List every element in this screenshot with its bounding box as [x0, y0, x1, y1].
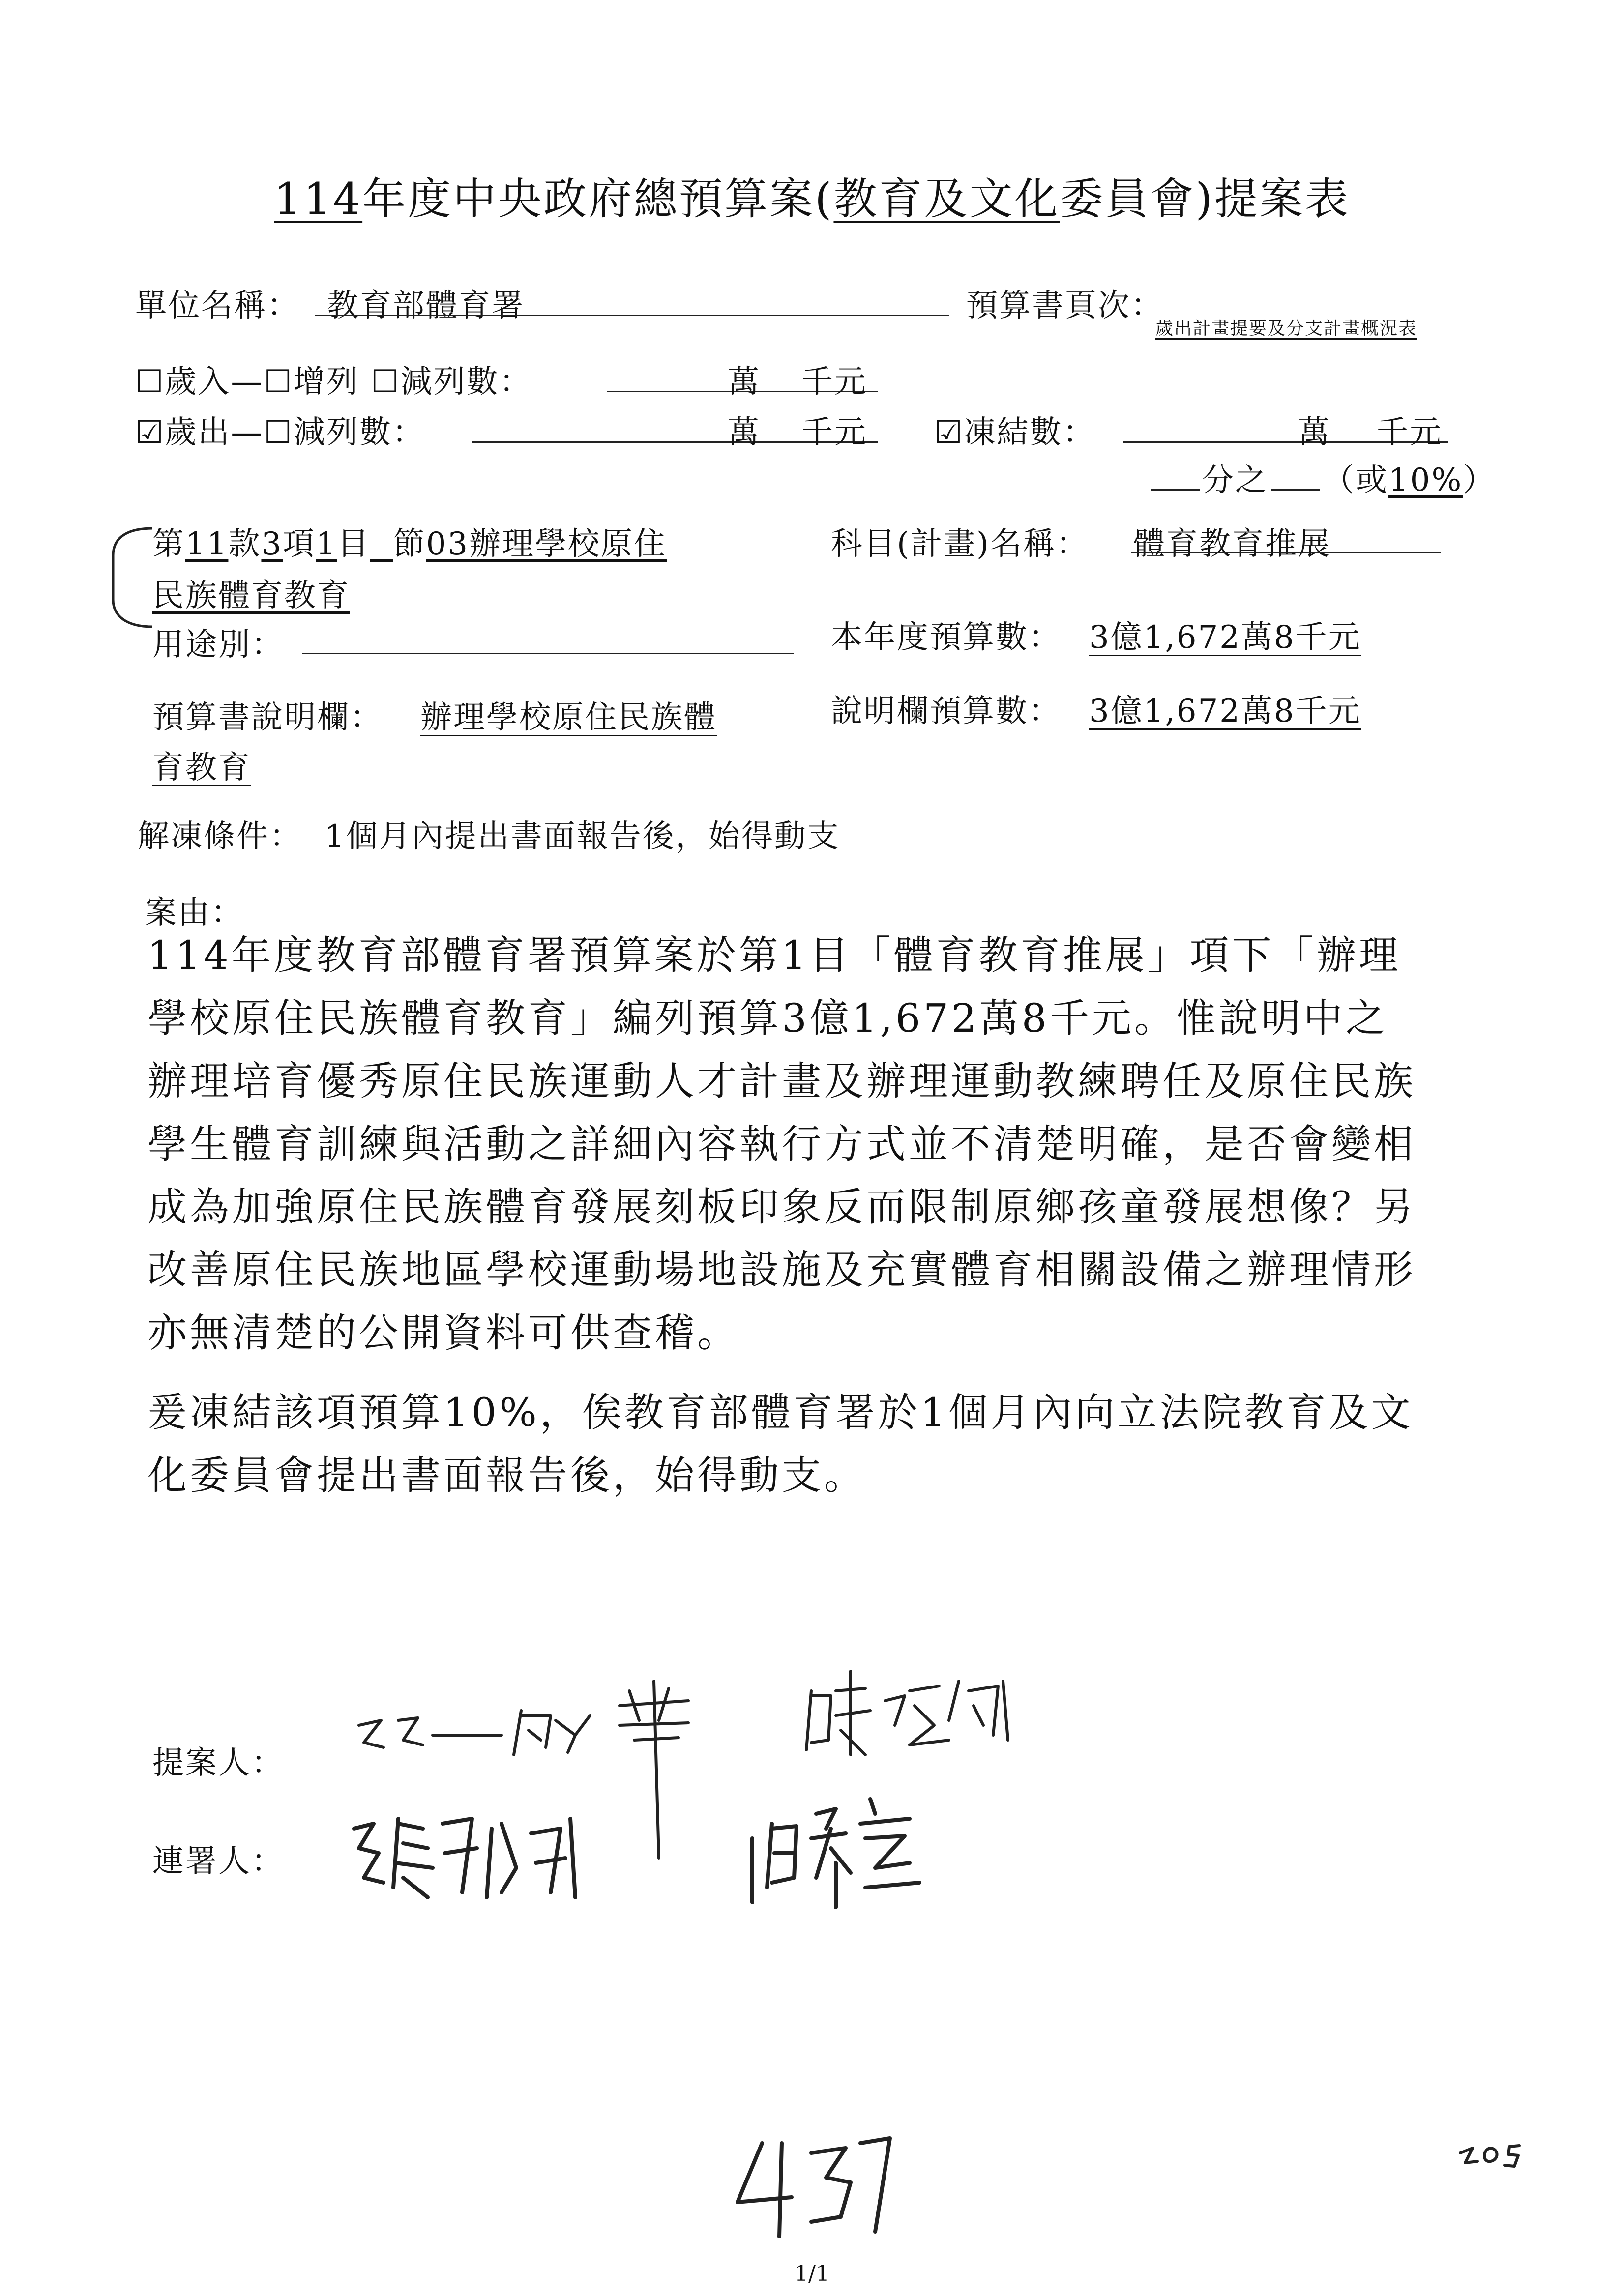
reason-label: 案由：	[145, 895, 244, 931]
section-xiang: 3	[261, 526, 283, 562]
expenditure-reduce-checkbox[interactable]: ☐	[264, 414, 294, 451]
decision-line: 化委員會提出書面報告後，始得動支。	[148, 1453, 866, 1498]
proposer-signature-2	[806, 1671, 1008, 1755]
decision-line: 爰凍結該項預算10%，俟教育部體育署於1個月內向立法院教育及文	[148, 1390, 1414, 1435]
budget-year-value: 3億1,672萬8千元	[1089, 619, 1361, 656]
freeze-checkbox[interactable]: ☑	[934, 414, 964, 451]
title-committee: 教育及文化	[833, 174, 1060, 224]
explanation-budget-value: 3億1,672萬8千元	[1089, 693, 1361, 729]
usage-underline	[302, 653, 794, 654]
fraction-close: ）	[1463, 462, 1496, 498]
reason-line: 亦無清楚的公開資料可供查稽。	[148, 1310, 739, 1356]
revenue-checkbox[interactable]: ☐	[135, 364, 165, 400]
section-jie-label: 節	[393, 526, 426, 562]
subject-value: 體育教育推展	[1133, 526, 1331, 562]
title-part2: 委員會)提案表	[1060, 174, 1350, 224]
unit-value: 教育部體育署	[327, 288, 525, 324]
unfreeze-value: 1個月內提出書面報告後，始得動支	[325, 818, 840, 855]
explanation-line2: 育教育	[152, 750, 251, 786]
fraction-percent: 10%	[1388, 462, 1463, 498]
unfreeze-label: 解凍條件：	[138, 818, 302, 855]
section-kuan-label: 款	[228, 526, 262, 562]
cosigner-label: 連署人：	[152, 1843, 284, 1880]
explanation-label: 預算書說明欄：	[152, 699, 383, 736]
expenditure-row	[135, 407, 425, 452]
section-code-line1: 03辦理學校原住	[426, 526, 667, 562]
title-part1: 年度中央政府總預算案(	[362, 174, 834, 224]
section-mu-label: 目	[337, 526, 370, 562]
section-row	[152, 519, 667, 564]
proposer-signature-1	[359, 1681, 688, 1858]
budget-page-label: 預算書頁次：	[966, 288, 1164, 324]
expenditure-wan: 萬	[728, 414, 761, 451]
explanation-line1: 辦理學校原住民族體	[420, 699, 717, 736]
handwritten-corner-mark	[1455, 2131, 1554, 2175]
freeze-row	[934, 407, 1095, 452]
handwritten-page-mark	[728, 2114, 915, 2251]
freeze-wan: 萬	[1298, 414, 1331, 451]
decision-paragraph	[148, 1381, 1485, 1507]
section-code-line2: 民族體育教育	[152, 578, 350, 614]
expenditure-qian: 千元	[801, 414, 867, 451]
unit-label: 單位名稱：	[135, 288, 300, 324]
expenditure-checkbox[interactable]: ☑	[135, 414, 165, 451]
page-title	[0, 165, 1624, 227]
reason-line: 辦理培育優秀原住民族運動人才計畫及辦理運動教練聘任及原住民族	[148, 1058, 1416, 1104]
revenue-qian: 千元	[801, 364, 867, 400]
fraction-fen-zhi: 分之	[1202, 462, 1268, 498]
reason-line: 成為加強原住民族體育發展刻板印象反而限制原鄉孩童發展想像？另	[148, 1184, 1416, 1230]
revenue-add-label: 增列	[293, 364, 359, 400]
title-year: 114	[274, 174, 363, 224]
fraction-or-open: （或	[1323, 462, 1388, 498]
usage-label: 用途別：	[152, 627, 284, 663]
section-brace	[103, 521, 157, 634]
revenue-reduce-checkbox[interactable]: ☐	[371, 364, 401, 400]
fraction-numerator-line	[1151, 489, 1200, 491]
proposer-label: 提案人：	[152, 1745, 284, 1781]
section-xiang-label: 項	[283, 526, 316, 562]
expenditure-reduce-label: 減列數：	[293, 414, 425, 451]
revenue-wan: 萬	[728, 364, 761, 400]
section-kuan: 11	[185, 526, 229, 562]
section-di: 第	[152, 526, 185, 562]
expenditure-label: 歲出—	[165, 414, 264, 451]
cosigner-signature-1	[354, 1819, 575, 1897]
subject-label: 科目(計畫)名稱：	[831, 526, 1089, 562]
freeze-qian: 千元	[1377, 414, 1443, 451]
fraction-denominator-line	[1271, 489, 1320, 491]
budget-year-label: 本年度預算數：	[831, 619, 1062, 656]
reason-paragraph	[148, 924, 1485, 1365]
freeze-label: 凍結數：	[964, 414, 1096, 451]
explanation-budget-label: 說明欄預算數：	[831, 693, 1062, 729]
section-mu: 1	[316, 526, 337, 562]
reason-line: 改善原住民族地區學校運動場地設施及充實體育相關設備之辦理情形	[148, 1247, 1416, 1293]
subject-underline	[1131, 552, 1441, 553]
page-number: 1/1	[795, 2261, 829, 2286]
revenue-row	[135, 356, 532, 402]
revenue-label: 歲入—	[165, 364, 264, 400]
unit-underline	[315, 315, 949, 316]
revenue-add-checkbox[interactable]: ☐	[264, 364, 294, 400]
reason-line: 學校原住民族體育教育」編列預算3億1,672萬8千元。惟說明中之	[148, 995, 1388, 1041]
cosigner-signature-2	[752, 1799, 919, 1907]
budget-page-note: 歲出計畫提要及分支計畫概況表	[1155, 319, 1417, 339]
reason-line: 學生體育訓練與活動之詳細內容執行方式並不清楚明確，是否會變相	[148, 1121, 1416, 1167]
reason-line: 114年度教育部體育署預算案於第1目「體育教育推展」項下「辦理	[148, 932, 1401, 978]
revenue-reduce-label: 減列數：	[400, 364, 532, 400]
handwritten-signatures	[344, 1661, 1111, 1937]
fraction-or	[1323, 455, 1496, 500]
